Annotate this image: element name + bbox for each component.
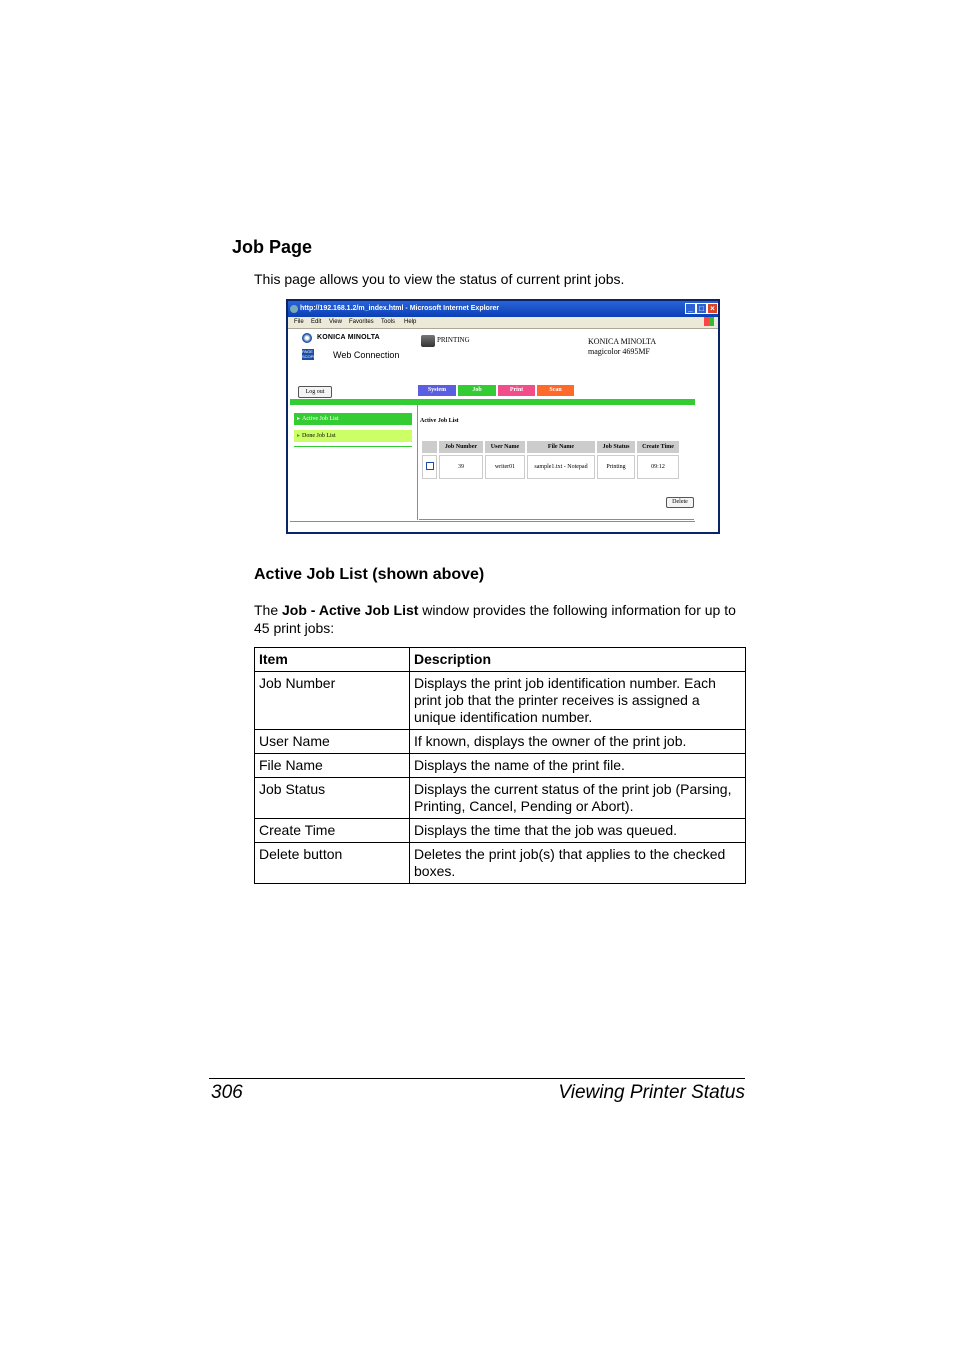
konica-logo-icon <box>302 333 312 343</box>
item-cell: User Name <box>255 730 410 754</box>
table-row <box>255 672 746 730</box>
sidebar-border <box>417 405 418 520</box>
description-cell: Displays the time that the job was queued. <box>410 819 746 843</box>
arrow-right-icon: ▸ <box>297 433 301 439</box>
item-cell: Job Number <box>255 672 410 730</box>
tab-job[interactable]: Job <box>458 385 496 396</box>
item-cell: Delete button <box>255 843 410 884</box>
window-titlebar <box>288 301 718 317</box>
col-header-file-name: File Name <box>527 441 595 453</box>
menu-edit[interactable]: Edit <box>311 319 322 325</box>
sidebar-item-label: Active Job List <box>302 416 339 422</box>
footer-rule <box>209 1078 745 1079</box>
chapter-title: Viewing Printer Status <box>558 1082 745 1103</box>
header-item: Item <box>255 648 410 672</box>
maximize-icon[interactable]: □ <box>696 303 707 314</box>
tab-system[interactable]: System <box>418 385 456 396</box>
arrow-right-icon: ▸ <box>297 416 301 422</box>
table-row <box>422 455 679 479</box>
window-title: http://192.168.1.2/m_index.html - Microsoft Internet Explorer <box>300 305 500 312</box>
menu-help[interactable]: Help <box>404 319 417 325</box>
description-cell: Displays the print job identification number. Each print job that the printer receives is assigned a unique identification number. <box>410 672 746 730</box>
col-header-create-time: Create Time <box>637 441 679 453</box>
para-text: window provides the following information for up to 45 print jobs: <box>254 602 736 636</box>
web-connection-label: Web Connection <box>333 350 400 360</box>
delete-button[interactable]: Delete <box>666 497 694 508</box>
sidebar-divider <box>294 446 412 447</box>
menu-tools[interactable]: Tools <box>381 319 396 325</box>
file-name-cell: sample1.txt - Notepad <box>527 455 595 479</box>
job-status-cell: Printing <box>597 455 635 479</box>
printing-label: PRINTING <box>437 336 470 344</box>
printer-icon <box>421 335 435 347</box>
brand-name: KONICA MINOLTA <box>588 337 657 346</box>
tab-scan[interactable]: Scan <box>537 385 574 396</box>
browser-screenshot <box>286 299 720 534</box>
table-row <box>255 754 746 778</box>
active-job-list-title: Active Job List <box>420 418 459 424</box>
footer-divider <box>290 521 695 522</box>
col-header-select <box>422 441 437 453</box>
job-number-cell: 39 <box>439 455 483 479</box>
ie-icon <box>290 305 298 313</box>
minimize-icon[interactable]: _ <box>685 303 696 314</box>
description-cell: Displays the name of the print file. <box>410 754 746 778</box>
item-cell: File Name <box>255 754 410 778</box>
job-checkbox[interactable] <box>426 462 434 470</box>
close-icon[interactable]: × <box>707 303 718 314</box>
intro-text: This page allows you to view the status of current print jobs. <box>254 271 625 287</box>
item-cell: Job Status <box>255 778 410 819</box>
user-name-cell: writer01 <box>485 455 525 479</box>
job-table <box>420 439 681 481</box>
select-cell <box>422 455 437 479</box>
item-cell: Create Time <box>255 819 410 843</box>
table-row <box>255 843 746 884</box>
konica-logo-text: KONICA MINOLTA <box>317 334 380 341</box>
subsection-title: Active Job List (shown above) <box>254 566 485 583</box>
description-cell: Displays the current status of the print job (Parsing, Printing, Cancel, Pending or Abort). <box>410 778 746 819</box>
menu-bar <box>288 317 718 329</box>
model-name: magicolor 4695MF <box>588 347 650 356</box>
sidebar-item-label: Done Job List <box>302 433 336 439</box>
section-title: Job Page <box>232 237 313 257</box>
page-number: 306 <box>211 1082 243 1103</box>
logout-button[interactable]: Log out <box>298 386 332 398</box>
col-header-job-number: Job Number <box>439 441 483 453</box>
description-cell: If known, displays the owner of the print job. <box>410 730 746 754</box>
menu-view[interactable]: View <box>329 319 342 325</box>
device-brand <box>588 337 656 357</box>
table-row <box>255 778 746 819</box>
col-header-job-status: Job Status <box>597 441 635 453</box>
table-row <box>255 730 746 754</box>
main-divider <box>419 519 694 520</box>
para-text: The <box>254 602 283 618</box>
menu-file[interactable]: File <box>294 319 304 325</box>
table-row <box>255 819 746 843</box>
header-description: Description <box>410 648 746 672</box>
header-divider <box>290 399 695 405</box>
sidebar-item-done-job-list[interactable] <box>294 430 412 442</box>
windows-logo-icon <box>704 317 714 326</box>
tab-print[interactable]: Print <box>498 385 535 396</box>
description-cell: Deletes the print job(s) that applies to the checked boxes. <box>410 843 746 884</box>
menu-favorites[interactable]: Favorites <box>349 319 374 325</box>
col-header-user-name: User Name <box>485 441 525 453</box>
para-bold: Job - Active Job List <box>282 602 419 618</box>
sidebar-item-active-job-list[interactable] <box>294 413 412 425</box>
pagescope-logo-icon: PAGE SCOPE <box>302 349 317 359</box>
create-time-cell: 09:12 <box>637 455 679 479</box>
info-table <box>254 647 746 884</box>
description-paragraph <box>254 601 754 637</box>
